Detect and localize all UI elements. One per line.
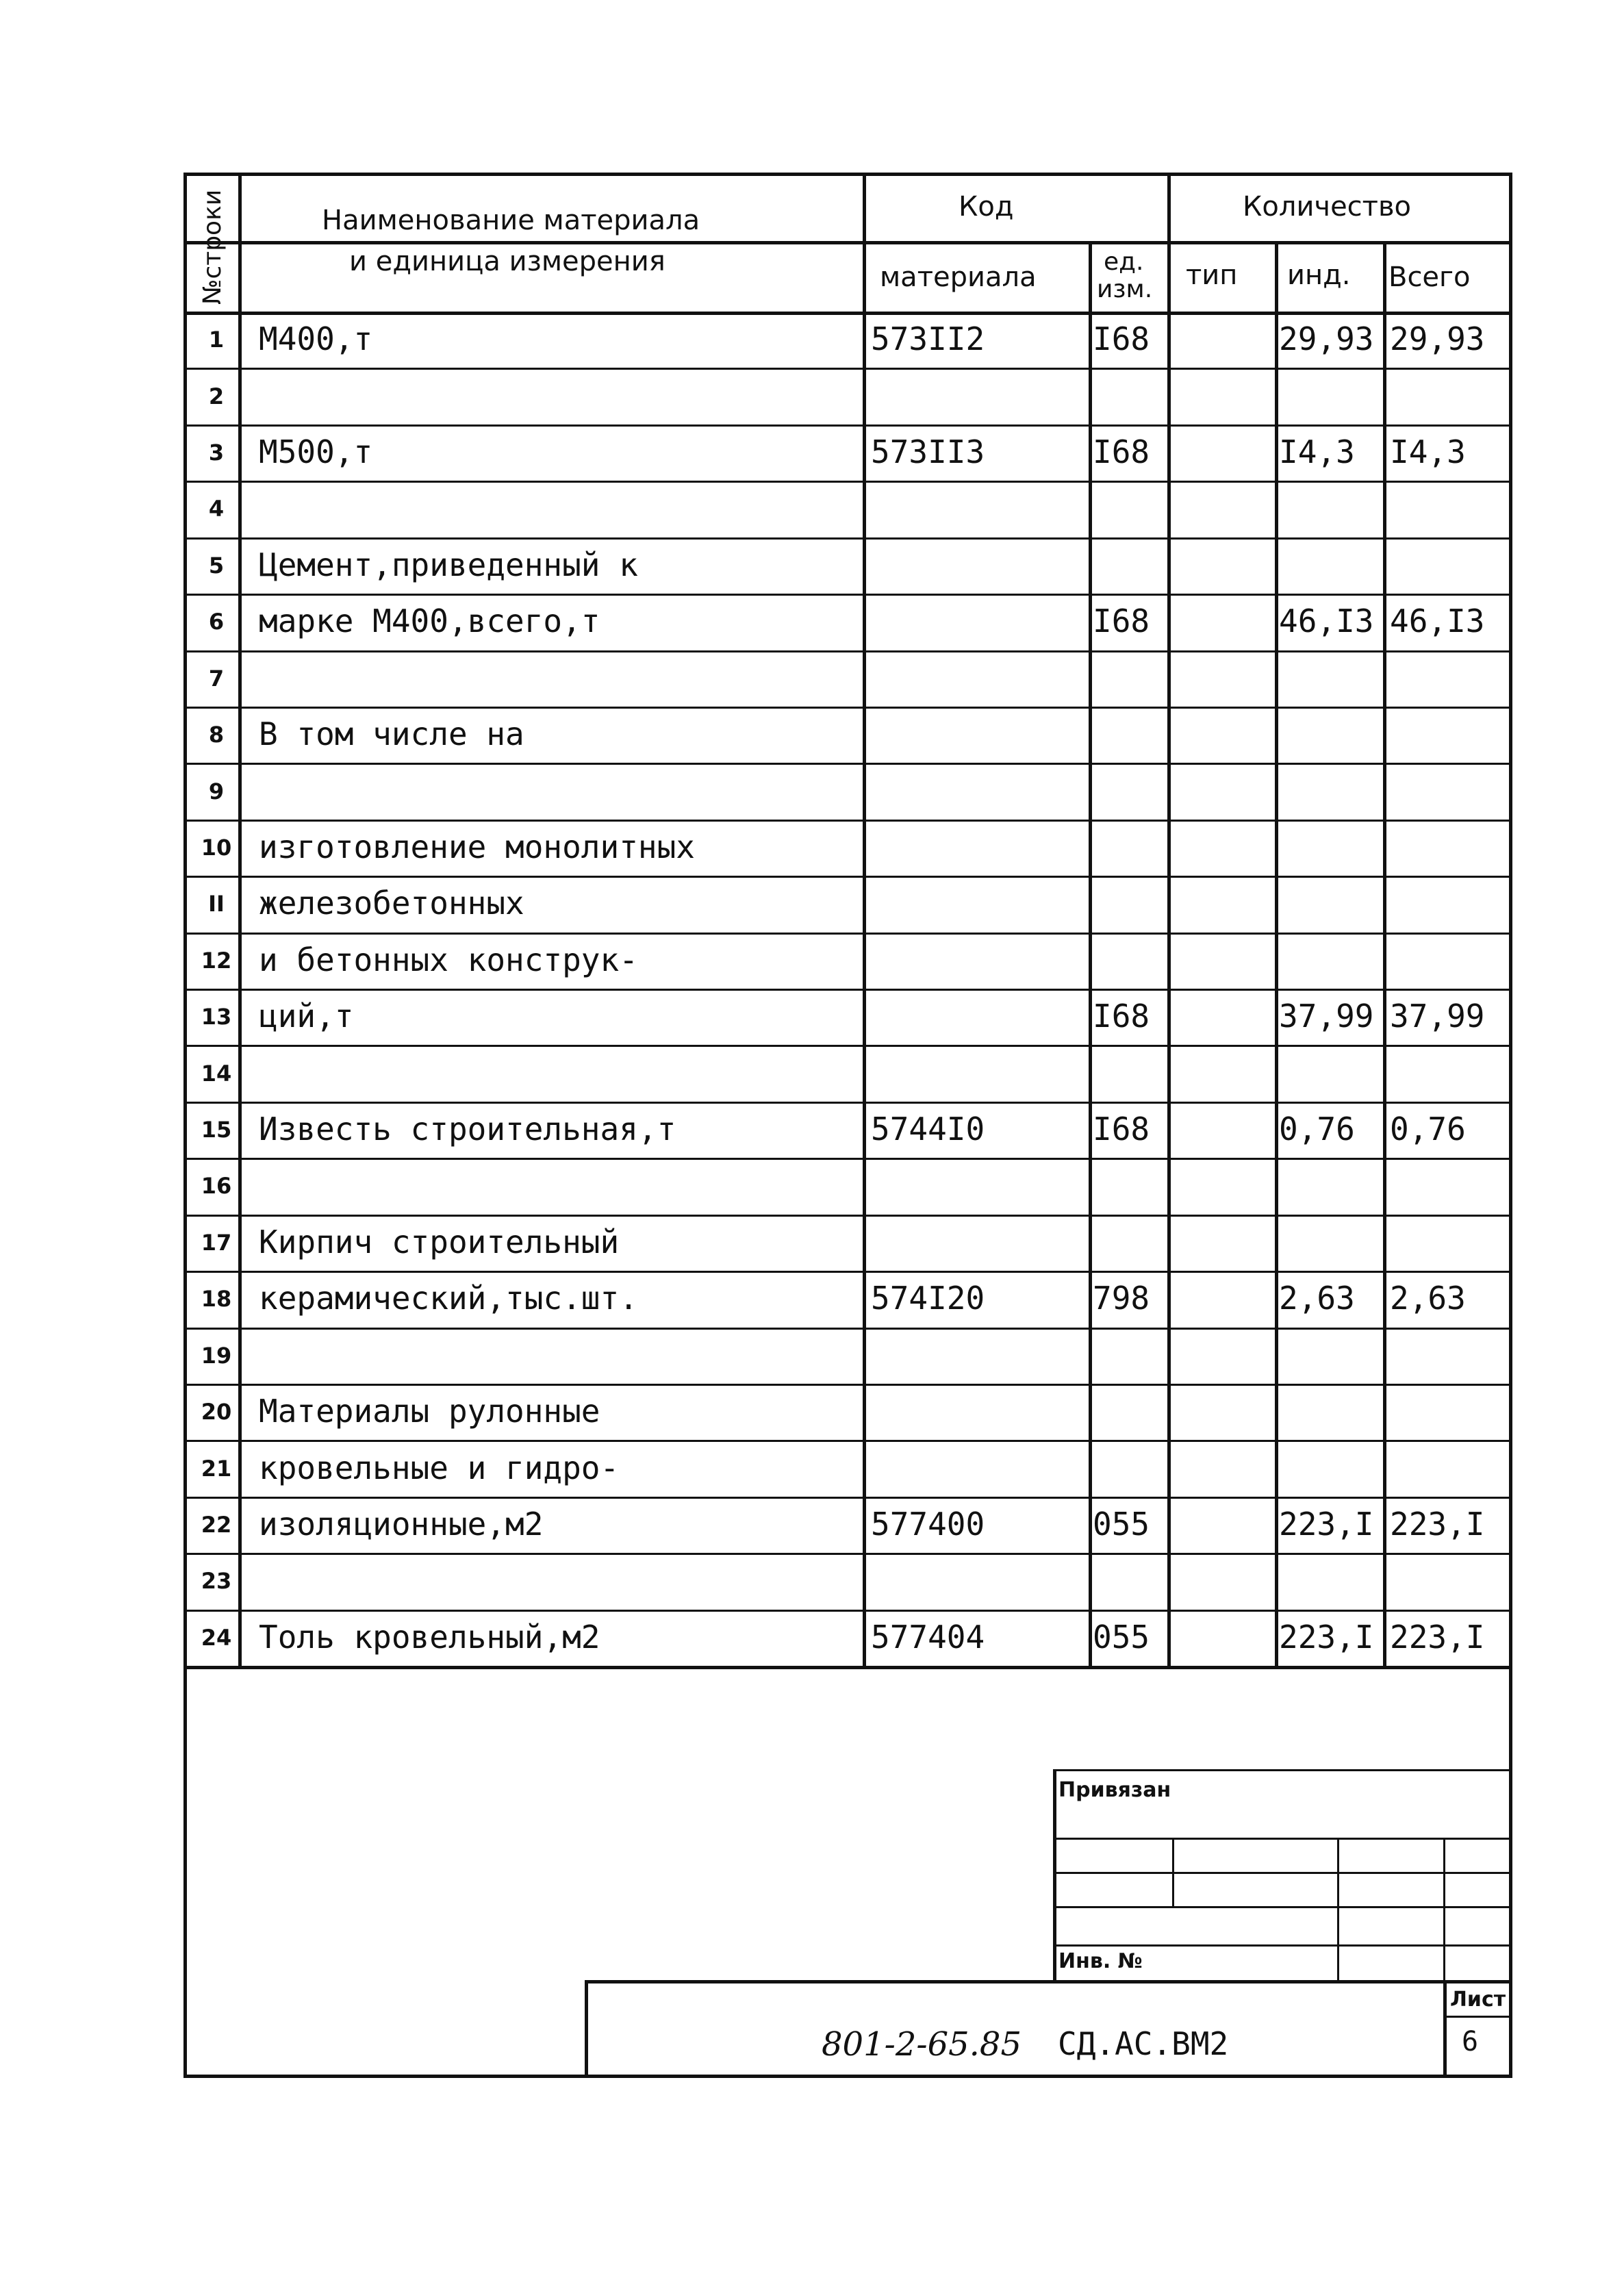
cell-total: 29,93	[1390, 320, 1485, 358]
header-code: Код	[959, 191, 1014, 223]
inv-label: Инв. №	[1058, 1949, 1143, 1973]
header-qty-total: Всего	[1388, 262, 1471, 293]
linked-label: Привязан	[1058, 1778, 1171, 1802]
header-name-line1: Наименование материала	[322, 205, 700, 236]
cell-unit: 055	[1093, 1505, 1150, 1543]
row-divider	[183, 989, 1512, 991]
row-divider	[183, 820, 1512, 822]
row-divider	[183, 1610, 1512, 1612]
cell-name: М500,т	[259, 433, 373, 471]
doc-code-typed: СД.АС.ВМ2	[1058, 2025, 1229, 2062]
row-divider	[183, 1497, 1512, 1499]
column-divider	[1089, 241, 1092, 1666]
cell-unit: I68	[1093, 433, 1150, 471]
sheet-number: 6	[1462, 2026, 1479, 2057]
cell-ind: 223,I	[1279, 1618, 1374, 1656]
cell-n: 16	[201, 1173, 232, 1200]
cell-name: Кирпич строительный	[259, 1223, 620, 1260]
cell-name: керамический,тыс.шт.	[259, 1280, 638, 1317]
cell-n: 18	[201, 1286, 232, 1313]
row-divider	[183, 1102, 1512, 1104]
cell-n: 8	[208, 722, 225, 748]
cell-name: марке М400,всего,т	[259, 603, 600, 640]
cell-total: 223,I	[1390, 1618, 1485, 1656]
cell-name: изоляционные,м2	[259, 1505, 544, 1543]
cell-total: 0,76	[1390, 1111, 1466, 1148]
cell-n: 2	[208, 383, 225, 409]
cell-name: и бетонных конструк-	[259, 941, 638, 978]
cell-unit: I68	[1093, 1111, 1150, 1148]
cell-n: 5	[208, 552, 225, 579]
cell-ind: 2,63	[1279, 1280, 1355, 1317]
cell-n: 23	[201, 1568, 232, 1595]
column-divider	[1275, 241, 1278, 1666]
cell-name: кровельные и гидро-	[259, 1449, 620, 1486]
header-code-unit-line2: изм.	[1097, 275, 1153, 303]
cell-ind: I4,3	[1279, 433, 1355, 471]
cell-total: 46,I3	[1390, 603, 1485, 640]
header-code-unit-line1: ед.	[1104, 248, 1144, 276]
cell-name: изготовление монолитных	[259, 828, 695, 865]
cell-n: 10	[201, 834, 232, 861]
cell-code: 577400	[871, 1505, 985, 1543]
cell-n: 17	[201, 1229, 232, 1256]
cell-total: I4,3	[1390, 433, 1466, 471]
cell-name: ций,т	[259, 998, 354, 1035]
cell-n: 1	[208, 327, 225, 353]
cell-code: 573II2	[871, 320, 985, 358]
row-divider	[183, 707, 1512, 709]
sheet-label: Лист	[1450, 1988, 1506, 2012]
row-divider	[183, 1553, 1512, 1555]
row-divider	[183, 481, 1512, 483]
row-divider	[183, 876, 1512, 878]
cell-ind: 223,I	[1279, 1505, 1374, 1543]
cell-code: 573II3	[871, 433, 985, 471]
cell-n: 9	[208, 778, 225, 804]
cell-name: Известь строительная,т	[259, 1111, 676, 1148]
cell-unit: 798	[1093, 1280, 1150, 1317]
cell-unit: I68	[1093, 320, 1150, 358]
cell-code: 574I20	[871, 1280, 985, 1317]
cell-n: 12	[201, 947, 232, 974]
cell-n: 19	[201, 1342, 232, 1369]
row-divider	[183, 933, 1512, 935]
cell-n: 4	[208, 496, 225, 522]
cell-n: 24	[201, 1624, 232, 1651]
row-divider	[183, 1271, 1512, 1273]
cell-n: 22	[201, 1511, 232, 1538]
row-divider	[183, 537, 1512, 540]
row-divider	[183, 1384, 1512, 1386]
row-divider	[183, 763, 1512, 765]
cell-n: 13	[201, 1004, 232, 1030]
cell-total: 2,63	[1390, 1280, 1466, 1317]
cell-total: 223,I	[1390, 1505, 1485, 1543]
header-qty-type: тип	[1186, 259, 1238, 291]
row-divider	[183, 1440, 1512, 1442]
cell-name: М400,т	[259, 320, 373, 358]
cell-n: 21	[201, 1455, 232, 1482]
cell-ind: 37,99	[1279, 998, 1374, 1035]
cell-n: 7	[208, 665, 225, 692]
cell-n: 14	[201, 1060, 232, 1087]
cell-name: железобетонных	[259, 885, 524, 922]
cell-name: В том числе на	[259, 715, 524, 753]
cell-ind: 29,93	[1279, 320, 1374, 358]
cell-unit: I68	[1093, 603, 1150, 640]
cell-name: Цемент,приведенный к	[259, 546, 638, 583]
header-code-material: материала	[880, 262, 1037, 293]
cell-n: 6	[208, 609, 225, 635]
cell-total: 37,99	[1390, 998, 1485, 1035]
row-divider	[183, 368, 1512, 370]
cell-n: 3	[208, 440, 225, 466]
cell-ind: 0,76	[1279, 1111, 1355, 1148]
cell-n: 20	[201, 1399, 232, 1425]
cell-unit: I68	[1093, 998, 1150, 1035]
cell-ind: 46,I3	[1279, 603, 1374, 640]
row-divider	[183, 424, 1512, 427]
cell-code: 5744I0	[871, 1111, 985, 1148]
cell-unit: 055	[1093, 1618, 1150, 1656]
cell-n: 15	[201, 1117, 232, 1143]
row-divider	[183, 594, 1512, 596]
header-quantity: Количество	[1243, 191, 1412, 223]
table-bottom-line	[183, 1666, 1512, 1669]
header-name-line2: и единица измерения	[349, 246, 665, 277]
cell-name: Материалы рулонные	[259, 1393, 600, 1430]
cell-n: II	[208, 891, 225, 917]
row-divider	[183, 1045, 1512, 1047]
row-divider	[183, 1158, 1512, 1160]
row-divider	[183, 1215, 1512, 1217]
header-qty-ind: инд.	[1287, 259, 1351, 291]
header-row-number: №строки	[199, 189, 227, 305]
header-bottom-line	[183, 312, 1512, 315]
header-mid-line	[183, 241, 1512, 244]
row-divider	[183, 650, 1512, 652]
row-divider	[183, 1328, 1512, 1330]
column-divider	[1383, 241, 1386, 1666]
doc-code-handwritten: 801-2-65.85	[822, 2025, 1022, 2064]
cell-name: Толь кровельный,м2	[259, 1618, 600, 1656]
cell-code: 577404	[871, 1618, 985, 1656]
